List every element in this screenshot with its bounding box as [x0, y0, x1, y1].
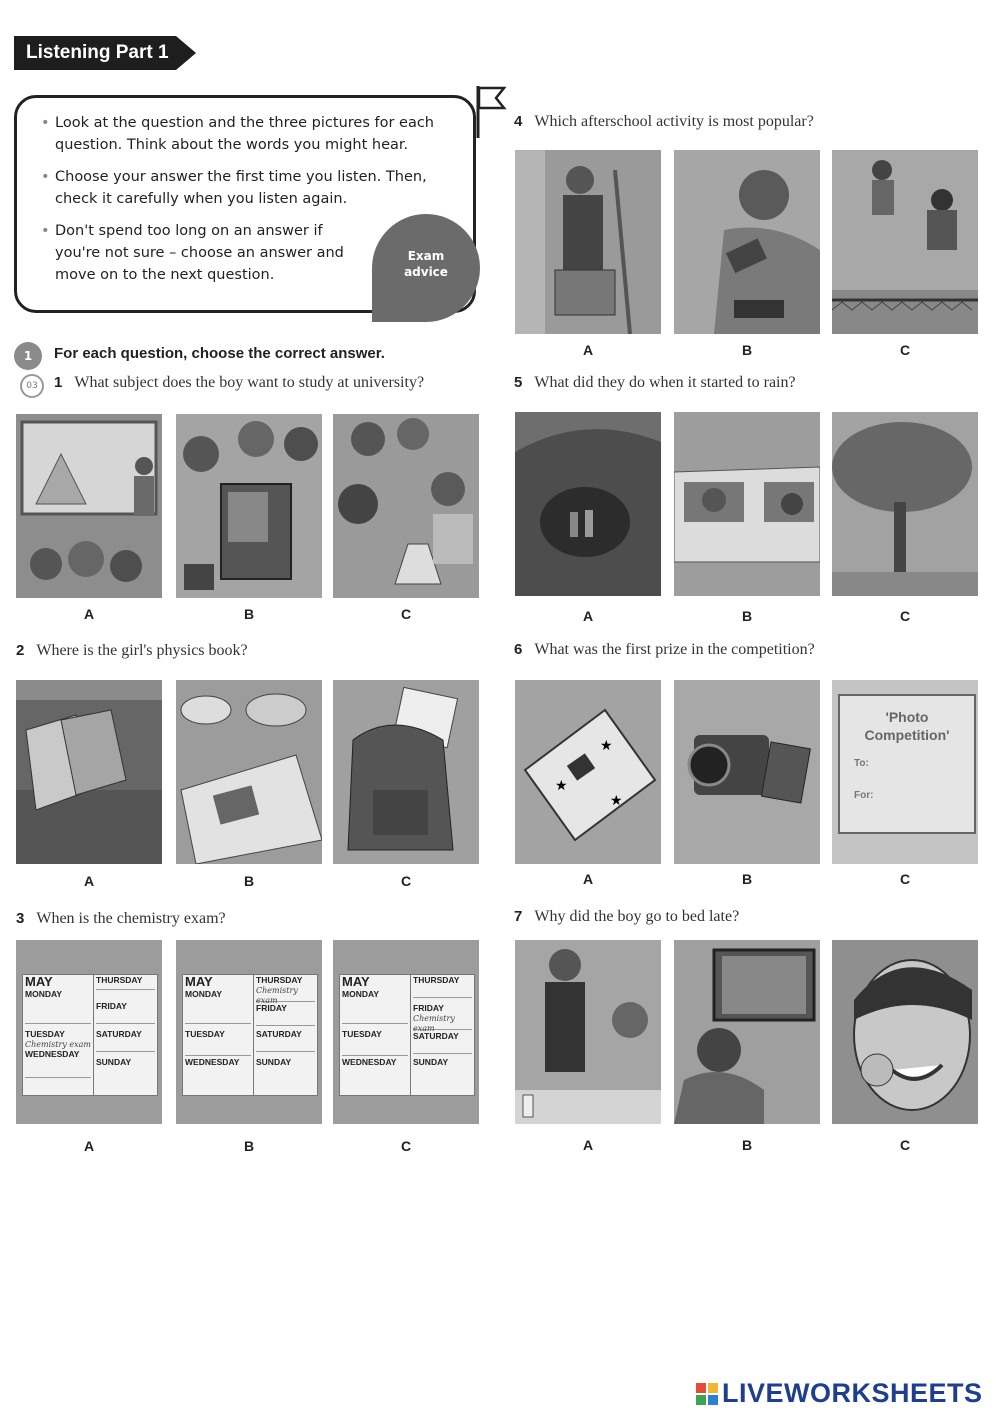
option-label: B	[243, 1138, 255, 1154]
certificate-to: To:	[854, 758, 869, 769]
option-label: A	[582, 342, 594, 358]
table-magazine-illustration	[176, 680, 322, 864]
question-5: 5 What did they do when it started to rain?	[514, 374, 796, 391]
q3-picture-c[interactable]	[333, 940, 479, 1124]
option-label: C	[899, 871, 911, 887]
q3-picture-b[interactable]	[176, 940, 322, 1124]
option-label: C	[899, 608, 911, 624]
option-label: B	[741, 342, 753, 358]
option-label: C	[400, 873, 412, 889]
calendar: MAY MONDAY TUESDAY WEDNESDAY THURSDAY FRIDAY Chemistry exam SATURDAY SUNDAY	[339, 974, 475, 1096]
laughing-boy-illustration	[832, 940, 978, 1124]
option-label: B	[243, 873, 255, 889]
q6-picture-b[interactable]	[674, 680, 820, 864]
option-label: A	[582, 1137, 594, 1153]
exam-note: Chemistry exam	[256, 986, 298, 1005]
q2-picture-b[interactable]	[176, 680, 322, 864]
classroom-illustration	[16, 414, 162, 598]
option-label: C	[400, 1138, 412, 1154]
exam-note: Chemistry exam	[413, 1014, 455, 1033]
q7-picture-c[interactable]	[832, 940, 978, 1124]
exercise-number: 1	[14, 342, 42, 370]
option-label: B	[741, 1137, 753, 1153]
sofa-cushions-illustration	[16, 680, 162, 864]
question-1: 1 What subject does the boy want to study at university?	[54, 374, 425, 391]
flag-icon	[474, 84, 508, 140]
q6-picture-c[interactable]	[832, 680, 978, 864]
exam-advice-badge: Exam advice	[372, 214, 480, 322]
svg-text:★: ★	[555, 778, 568, 794]
q5-picture-b[interactable]	[674, 412, 820, 596]
option-label: B	[243, 606, 255, 622]
cinema-tickets-illustration	[515, 680, 661, 864]
option-label: C	[400, 606, 412, 622]
q6-picture-a[interactable]	[515, 680, 661, 864]
backpack-illustration	[333, 680, 479, 864]
restaurant-illustration	[515, 940, 661, 1124]
brand-name: LIVEWORKSHEETS	[722, 1378, 983, 1408]
option-label: A	[83, 873, 95, 889]
q4-picture-b[interactable]	[674, 150, 820, 334]
certificate	[838, 694, 976, 834]
exercise-instruction: For each question, choose the correct answer.	[54, 345, 385, 362]
q2-picture-c[interactable]	[333, 680, 479, 864]
option-label: B	[741, 608, 753, 624]
q7-picture-a[interactable]	[515, 940, 661, 1124]
calendar: MAY MONDAY TUESDAY Chemistry exam WEDNESDAY THURSDAY FRIDAY SATURDAY SUNDAY	[22, 974, 158, 1096]
video-camera-illustration	[674, 680, 820, 864]
computer-club-illustration	[674, 150, 820, 334]
q3-picture-a[interactable]	[16, 940, 162, 1124]
q1-picture-c[interactable]	[333, 414, 479, 598]
svg-text:★: ★	[600, 738, 613, 754]
q5-picture-a[interactable]	[515, 412, 661, 596]
liveworksheets-logo[interactable]	[696, 1378, 983, 1409]
painting-activity-illustration	[515, 150, 661, 334]
tennis-illustration	[832, 150, 978, 334]
track-number: 03	[20, 374, 44, 398]
question-7: 7 Why did the boy go to bed late?	[514, 908, 740, 925]
q4-picture-a[interactable]	[515, 150, 661, 334]
certificate-for: For:	[854, 790, 874, 801]
question-2: 2 Where is the girl's physics book?	[16, 642, 248, 659]
chemistry-lab-illustration	[333, 414, 479, 598]
advice-tip: • Choose your answer the first time you listen. Then, check it carefully when you listen again.	[39, 166, 459, 210]
section-title-tab	[14, 36, 176, 70]
q5-picture-c[interactable]	[832, 412, 978, 596]
q1-picture-b[interactable]	[176, 414, 322, 598]
option-label: A	[83, 1138, 95, 1154]
question-4: 4 Which afterschool activity is most popular?	[514, 113, 814, 130]
question-6: 6 What was the first prize in the competition?	[514, 641, 815, 658]
car-rain-illustration	[674, 412, 820, 596]
q7-picture-b[interactable]	[674, 940, 820, 1124]
brand-icon	[696, 1383, 718, 1405]
section-title: Listening Part 1	[26, 42, 169, 63]
option-label: A	[582, 871, 594, 887]
audio-track-icon[interactable]	[8, 374, 44, 396]
certificate-title: 'Photo Competition'	[864, 709, 950, 743]
question-3: 3 When is the chemistry exam?	[16, 910, 226, 927]
svg-text:★: ★	[610, 793, 623, 809]
watching-tv-illustration	[674, 940, 820, 1124]
advice-tip: • Look at the question and the three pictures for each question. Think about the words you might hear.	[39, 112, 459, 156]
option-label: A	[83, 606, 95, 622]
option-label: B	[741, 871, 753, 887]
advice-tip: • Don't spend too long on an answer if you're not sure – choose an answer and move on to the next question.	[39, 220, 355, 286]
cave-shelter-illustration	[515, 412, 661, 596]
exam-note: Chemistry exam	[25, 1040, 91, 1049]
computer-build-illustration	[176, 414, 322, 598]
q4-picture-c[interactable]	[832, 150, 978, 334]
q1-picture-a[interactable]	[16, 414, 162, 598]
option-label: A	[582, 608, 594, 624]
tree-rain-illustration	[832, 412, 978, 596]
option-label: C	[899, 342, 911, 358]
q2-picture-a[interactable]	[16, 680, 162, 864]
calendar: MAY MONDAY TUESDAY WEDNESDAY THURSDAY Chemistry exam FRIDAY SATURDAY SUNDAY	[182, 974, 318, 1096]
option-label: C	[899, 1137, 911, 1153]
